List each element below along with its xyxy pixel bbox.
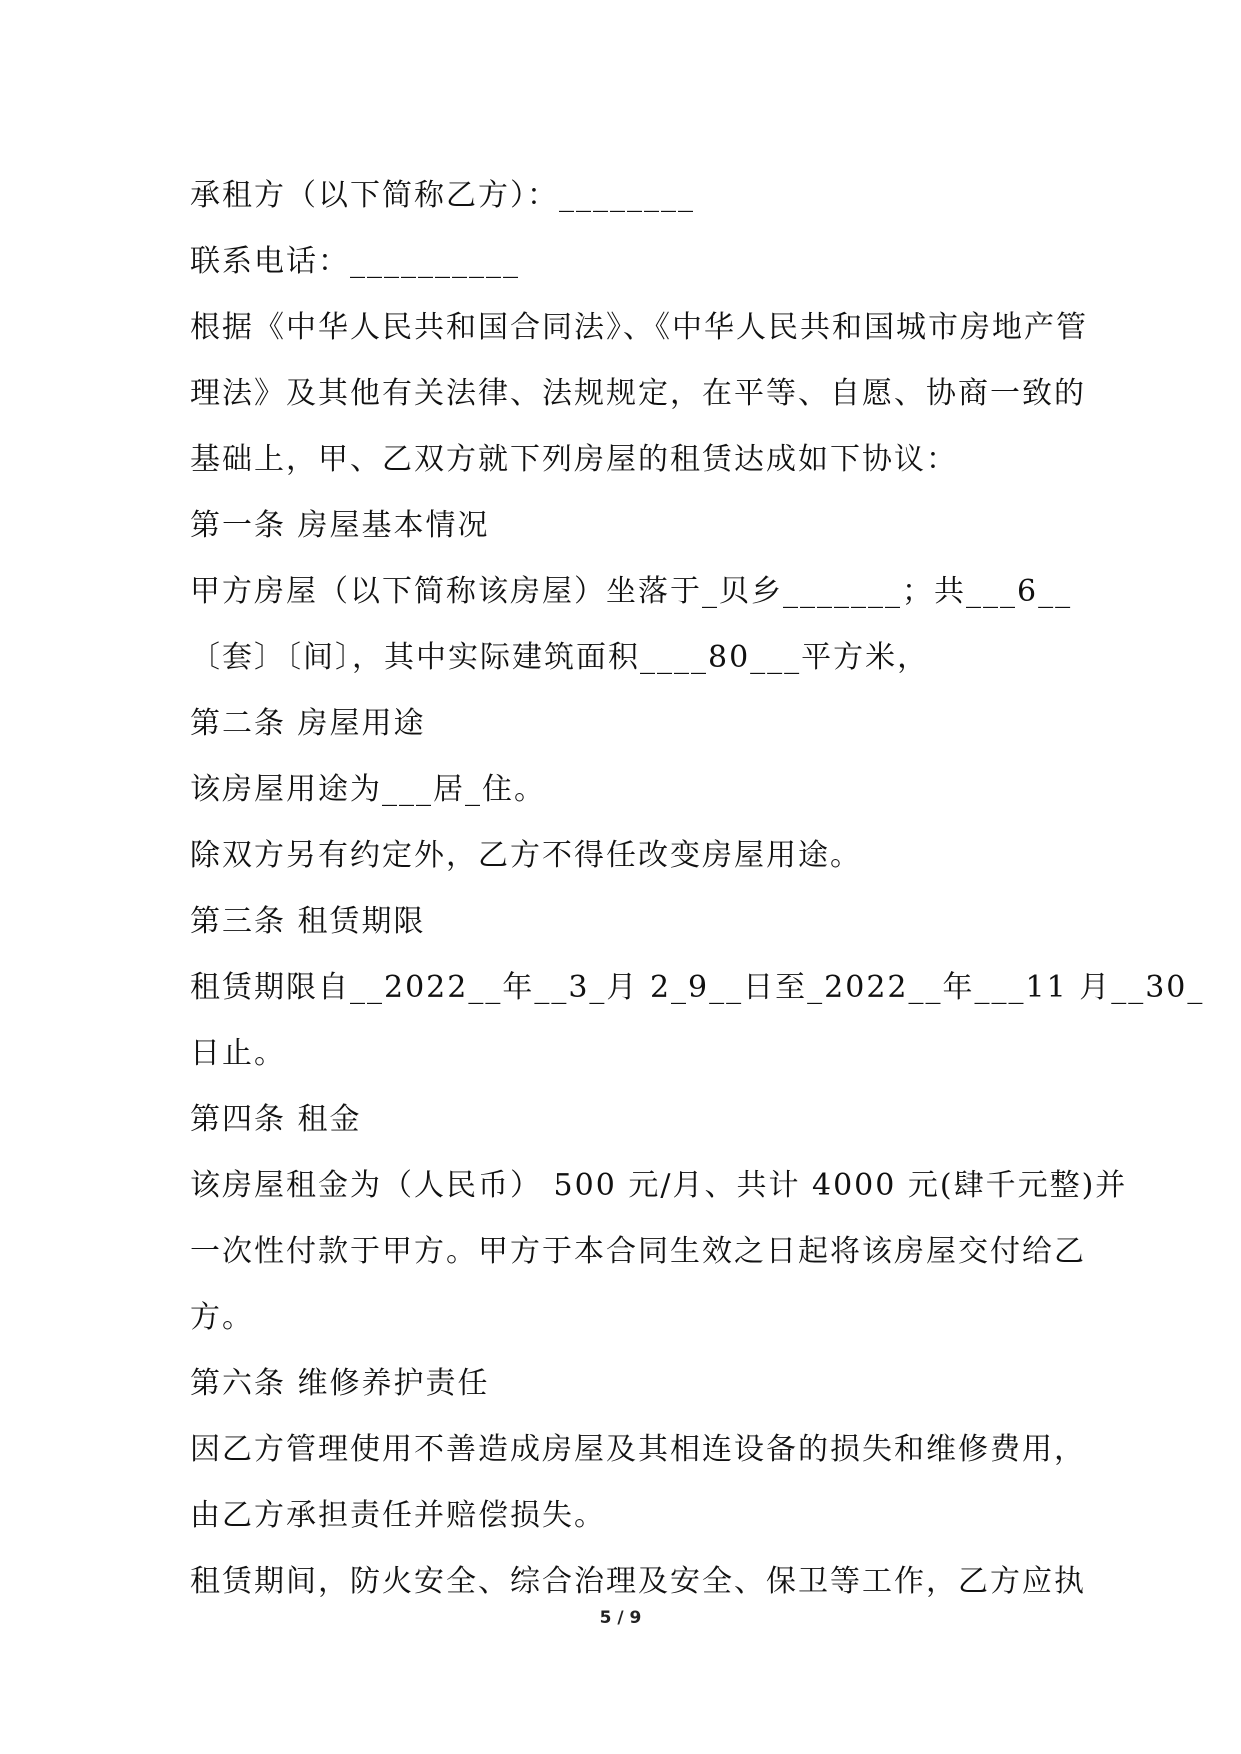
lessee-line: 承租方（以下简称乙方）：________ xyxy=(190,178,695,213)
document-body xyxy=(190,163,1205,1615)
article-4-line-1: 该房屋租金为（人民币） 500 元/月、共计 4000 元(肆千元整)并 xyxy=(190,1168,1128,1203)
article-1-heading: 第一条 房屋基本情况 xyxy=(190,508,490,543)
article-1-line-1: 甲方房屋（以下简称该房屋）坐落于_贝乡_______；共___6__ xyxy=(190,574,1073,609)
article-4-line-3: 方。 xyxy=(190,1300,254,1335)
page-number: 5 / 9 xyxy=(599,1608,642,1628)
preamble-line-2: 理法》及其他有关法律、法规规定，在平等、自愿、协商一致的 xyxy=(190,376,1086,411)
article-2-line-1: 该房屋用途为___居_住。 xyxy=(190,772,546,807)
article-6-line-2: 由乙方承担责任并赔偿损失。 xyxy=(190,1498,606,1533)
article-3-line-1: 租赁期限自__2022__年__3_月 2_9__日至_2022__年___11 月__30_ xyxy=(190,970,1205,1005)
article-2-heading: 第二条 房屋用途 xyxy=(190,706,426,741)
preamble-line-3: 基础上，甲、乙双方就下列房屋的租赁达成如下协议： xyxy=(190,442,958,477)
article-1-line-2: 〔套〕〔间〕，其中实际建筑面积____80___平方米， xyxy=(190,640,930,675)
article-6-heading: 第六条 维修养护责任 xyxy=(190,1366,490,1401)
article-3-heading: 第三条 租赁期限 xyxy=(190,904,426,939)
article-3-line-2: 日止。 xyxy=(190,1036,286,1071)
article-4-line-2: 一次性付款于甲方。甲方于本合同生效之日起将该房屋交付给乙 xyxy=(190,1234,1086,1269)
article-6-line-1: 因乙方管理使用不善造成房屋及其相连设备的损失和维修费用， xyxy=(190,1432,1086,1467)
phone-line: 联系电话：__________ xyxy=(190,244,520,279)
preamble-line-1: 根据《中华人民共和国合同法》、《中华人民共和国城市房地产管 xyxy=(190,310,1088,345)
article-2-line-2: 除双方另有约定外，乙方不得任改变房屋用途。 xyxy=(190,838,862,873)
article-6-line-3: 租赁期间，防火安全、综合治理及安全、保卫等工作，乙方应执 xyxy=(190,1564,1086,1599)
article-4-heading: 第四条 租金 xyxy=(190,1102,362,1137)
